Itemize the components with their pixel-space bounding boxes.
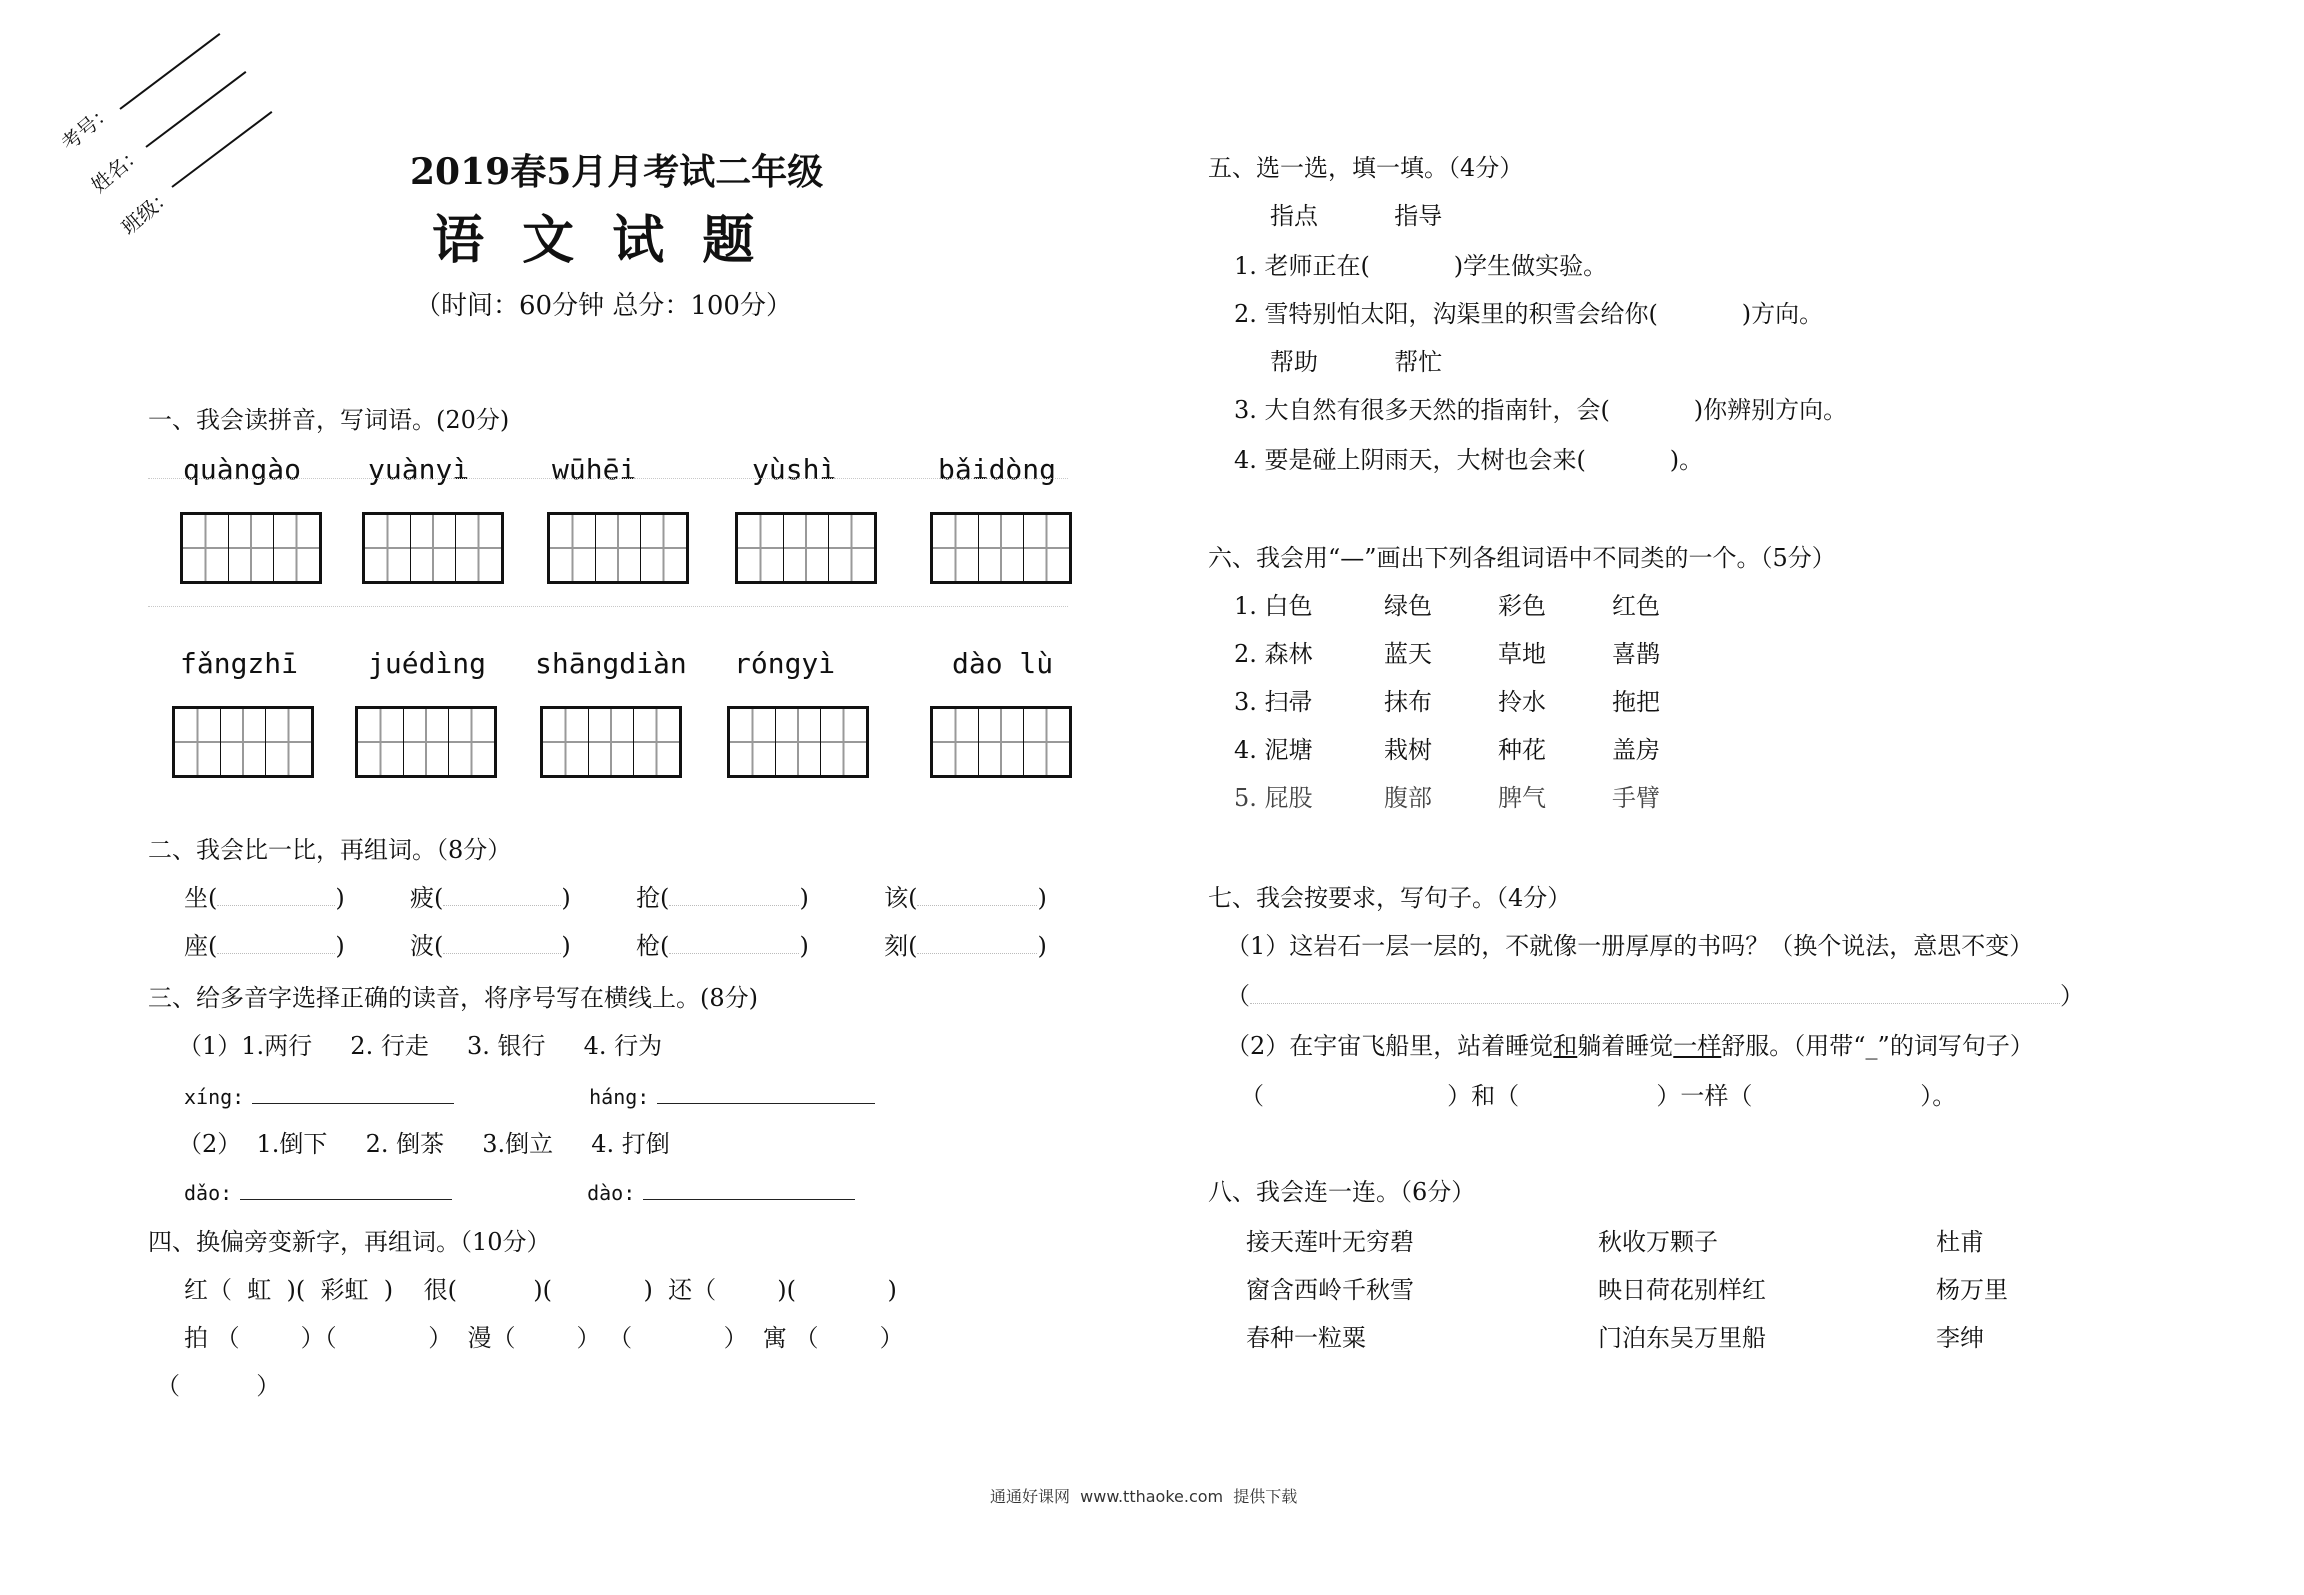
dao3-answer-line[interactable] [240, 1179, 452, 1200]
paren: ) [335, 932, 345, 960]
match-col-2-2[interactable]: 门泊东吴万里船 [1598, 1324, 1766, 1352]
writing-box-6[interactable] [172, 706, 314, 778]
char-zuo2: 座( [184, 932, 218, 960]
xing-answer-line[interactable] [252, 1083, 454, 1104]
match-col-1-0[interactable]: 接天莲叶无穷碧 [1246, 1228, 1414, 1256]
paren: ) [1037, 932, 1047, 960]
rewrite-a2[interactable]: （ ）和（ ）一样（ ）。 [1240, 1082, 1957, 1110]
exam-number-label: 考号： [56, 98, 118, 156]
class-label: 班级： [116, 182, 178, 240]
dao3-label: dǎo: [184, 1181, 233, 1205]
writing-box-7[interactable] [355, 706, 497, 778]
word[interactable]: 3. 扫帚 [1234, 688, 1313, 716]
char-qiang2: 枪( [636, 932, 670, 960]
pinyin-5: bǎidòng [938, 453, 1057, 486]
char-qiang: 抢( [636, 884, 670, 912]
match-col-2-0[interactable]: 秋收万颗子 [1598, 1228, 1718, 1256]
class-line[interactable] [171, 111, 272, 188]
answer-blank[interactable] [1250, 985, 2060, 1004]
section1-title: 一、我会读拼音，写词语。(20分) [148, 406, 510, 434]
answer-blank[interactable] [443, 935, 561, 954]
word[interactable]: 绿色 [1384, 592, 1432, 620]
pinyin-4: yùshì [752, 453, 837, 486]
paren-open: （ [1226, 982, 1250, 1010]
pinyin-3: wūhēi [552, 453, 637, 486]
pinyin-6: fǎngzhī [180, 647, 299, 680]
word[interactable]: 栽树 [1384, 736, 1432, 764]
word[interactable]: 种花 [1498, 736, 1546, 764]
name-line[interactable] [145, 71, 246, 148]
char-bo: 波( [410, 932, 444, 960]
dao4-label: dào: [587, 1181, 636, 1205]
section4-title: 四、换偏旁变新字，再组词。（10分） [148, 1228, 551, 1256]
polyphone-line-1: （1）1.两行 2. 行走 3. 银行 4. 行为 [178, 1032, 663, 1060]
pinyin-9: róngyì [734, 647, 836, 680]
pinyin-8: shāngdiàn [535, 647, 687, 680]
fill-q4: 4. 要是碰上阴雨天，大树也会来( )。 [1234, 446, 1704, 474]
writing-box-9[interactable] [727, 706, 869, 778]
exam-subtitle: （时间：60分钟 总分：100分） [415, 291, 792, 321]
answer-blank[interactable] [917, 935, 1037, 954]
word[interactable]: 手臂 [1612, 784, 1660, 812]
choice-words-2: 帮助 帮忙 [1270, 348, 1443, 376]
footer-credit: 通通好课网 www.tthaoke.com 提供下载 [990, 1487, 1298, 1506]
dot-guide [148, 606, 1068, 607]
word[interactable]: 4. 泥塘 [1234, 736, 1313, 764]
writing-box-8[interactable] [540, 706, 682, 778]
writing-box-2[interactable] [362, 512, 504, 584]
char-pi: 疲( [410, 884, 444, 912]
char-zuo: 坐( [184, 884, 218, 912]
paren: ) [561, 884, 571, 912]
answer-blank[interactable] [917, 887, 1037, 906]
paren: ) [799, 932, 809, 960]
pinyin-1: quàngào [183, 453, 302, 486]
paren: ) [799, 884, 809, 912]
fill-q1: 1. 老师正在( )学生做实验。 [1234, 252, 1608, 280]
section3-title: 三、给多音字选择正确的读音，将序号写在横线上。(8分) [148, 984, 758, 1012]
dao4-answer-line[interactable] [643, 1179, 855, 1200]
word[interactable]: 脾气 [1498, 784, 1546, 812]
answer-blank[interactable] [217, 935, 335, 954]
match-col-1-1[interactable]: 窗含西岭千秋雪 [1246, 1276, 1414, 1304]
group-row-1 [1234, 590, 1660, 622]
pinyin-10: dào lù [952, 647, 1054, 680]
rewrite-q1: （1）这岩石一层一层的，不就像一册厚厚的书吗？（换个说法，意思不变） [1226, 932, 2034, 960]
writing-box-4[interactable] [735, 512, 877, 584]
radical-line-3: （ ） [156, 1372, 281, 1400]
word[interactable]: 拎水 [1498, 688, 1546, 716]
section8-title: 八、我会连一连。（6分） [1208, 1178, 1476, 1206]
word[interactable]: 盖房 [1612, 736, 1660, 764]
fill-q3: 3. 大自然有很多天然的指南针，会( )你辨别方向。 [1234, 396, 1848, 424]
q2-text: （2）在宇宙飞船里，站着睡觉 [1226, 1032, 1554, 1060]
radical-line-1: 红（ 虹 )( 彩虹 ) 很( )( ) 还（ )( ) [184, 1276, 897, 1304]
section7-title: 七、我会按要求，写句子。（4分） [1208, 884, 1572, 912]
word[interactable]: 腹部 [1384, 784, 1432, 812]
section5-title: 五、选一选，填一填。（4分） [1208, 154, 1524, 182]
exam-title: 2019春5月月考试二年级 [410, 151, 824, 193]
group-row-5 [1234, 782, 1660, 814]
writing-box-1[interactable] [180, 512, 322, 584]
rewrite-q2 [1226, 1030, 2034, 1062]
writing-box-3[interactable] [547, 512, 689, 584]
word[interactable]: 彩色 [1498, 592, 1546, 620]
compare-row-1 [184, 882, 1047, 914]
answer-blank[interactable] [443, 887, 561, 906]
choice-words-1: 指点 指导 [1270, 202, 1443, 230]
paren: ) [335, 884, 345, 912]
match-col-3-0[interactable]: 杜甫 [1936, 1228, 1984, 1256]
match-col-2-1[interactable]: 映日荷花别样红 [1598, 1276, 1766, 1304]
writing-box-5[interactable] [930, 512, 1072, 584]
section6-title: 六、我会用“—”画出下列各组词语中不同类的一个。（5分） [1208, 544, 1836, 572]
word[interactable]: 1. 白色 [1234, 592, 1313, 620]
paren-close: ） [2060, 982, 2084, 1010]
q2-post: 舒服。（用带“_”的词写句子） [1721, 1032, 2034, 1060]
answer-blank[interactable] [217, 887, 335, 906]
q2-he: 和 [1553, 1032, 1578, 1060]
section2-title: 二、我会比一比，再组词。（8分） [148, 836, 512, 864]
char-ke: 刻( [884, 932, 918, 960]
word[interactable]: 抹布 [1384, 688, 1432, 716]
subject-title: 语 文 试 题 [432, 210, 765, 271]
word[interactable]: 5. 屁股 [1234, 784, 1313, 812]
radical-line-2: 拍 （ ）（ ） 漫（ ） （ ） 寓 （ ） [184, 1324, 904, 1352]
writing-box-10[interactable] [930, 706, 1072, 778]
xing-row [184, 1080, 875, 1113]
paren: ) [1037, 884, 1047, 912]
hang-answer-line[interactable] [657, 1083, 875, 1104]
polyphone-line-2: （2） 1.倒下 2. 倒茶 3.倒立 4. 打倒 [178, 1130, 670, 1158]
word[interactable]: 草地 [1498, 640, 1546, 668]
answer-blank[interactable] [669, 887, 799, 906]
word[interactable]: 红色 [1612, 592, 1660, 620]
paren: ) [561, 932, 571, 960]
exam-number-line[interactable] [119, 33, 220, 110]
match-col-3-1[interactable]: 杨万里 [1936, 1276, 2008, 1304]
word[interactable]: 喜鹊 [1612, 640, 1660, 668]
q2-yiyang: 一样 [1673, 1032, 1722, 1060]
char-gai: 该( [884, 884, 918, 912]
q2-mid: 躺着睡觉 [1577, 1032, 1674, 1060]
compare-row-2 [184, 930, 1047, 962]
fill-q2: 2. 雪特别怕太阳，沟渠里的积雪会给你( )方向。 [1234, 300, 1824, 328]
group-row-3 [1234, 686, 1660, 718]
match-col-3-2[interactable]: 李绅 [1936, 1324, 1984, 1352]
match-col-1-2[interactable]: 春种一粒粟 [1246, 1324, 1366, 1352]
name-label: 姓名： [86, 140, 148, 198]
group-row-2 [1234, 638, 1660, 670]
word[interactable]: 蓝天 [1384, 640, 1432, 668]
word[interactable]: 拖把 [1612, 688, 1660, 716]
group-row-4 [1234, 734, 1660, 766]
xing-label: xíng: [184, 1085, 245, 1109]
dao-row [184, 1176, 855, 1209]
word[interactable]: 2. 森林 [1234, 640, 1313, 668]
pinyin-2: yuànyì [368, 453, 470, 486]
rewrite-a1 [1226, 980, 2096, 1012]
answer-blank[interactable] [669, 935, 799, 954]
pinyin-7: juédìng [368, 647, 487, 680]
hang-label: háng: [589, 1085, 650, 1109]
dot-guide [148, 478, 1068, 479]
